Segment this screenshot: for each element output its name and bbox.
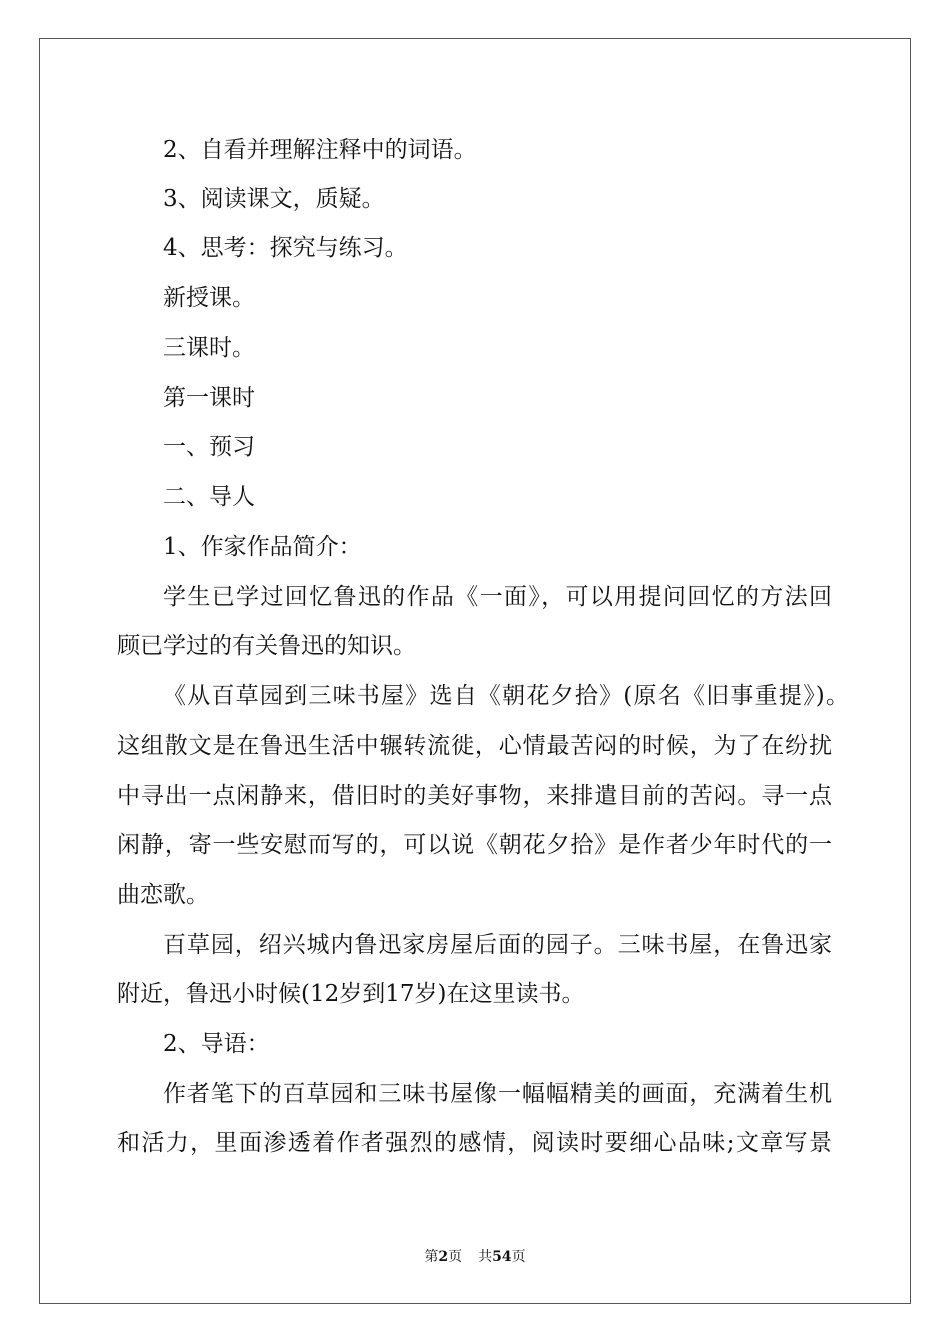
text-line-11: 顾已学过的有关鲁迅的知识。 [117,633,416,659]
text-line-9: 1、作家作品简介： [163,534,362,560]
total-pages: 54 [492,1249,512,1265]
text-line-6: 第一课时 [163,385,255,411]
total-suffix: 页 [511,1249,526,1265]
text-line-19: 2、导语： [163,1031,270,1057]
page-footer [0,1248,950,1266]
text-line-21: 和活力，里面渗透着作者强烈的感情，阅读时要细心品味;文章写景 [117,1130,832,1156]
total-prefix: 共 [478,1249,493,1265]
text-line-13: 这组散文是在鲁迅生活中辗转流徙，心情最苦闷的时候，为了在纷扰 [117,733,832,759]
text-line-1: 2、自看并理解注释中的词语。 [163,137,477,163]
text-line-18: 附近，鲁迅小时候(12岁到17岁)在这里读书。 [117,981,585,1007]
text-line-15: 闲静，寄一些安慰而写的，可以说《朝花夕拾》是作者少年时代的一 [117,832,832,858]
text-line-14: 中寻出一点闲静来，借旧时的美好事物，来排遣目前的苦闷。寻一点 [117,783,832,809]
text-line-20: 作者笔下的百草园和三味书屋像一幅幅精美的画面，充满着生机 [163,1081,832,1107]
text-line-7: 一、预习 [163,434,255,460]
text-line-17: 百草园，绍兴城内鲁迅家房屋后面的园子。三味书屋，在鲁迅家 [163,932,832,958]
text-line-2: 3、阅读课文，质疑。 [163,186,385,212]
text-line-10: 学生已学过回忆鲁迅的作品《一面》，可以用提问回忆的方法回 [163,584,832,610]
page-prefix: 第 [424,1249,439,1265]
page-number: 2 [438,1249,449,1265]
text-line-3: 4、思考：探究与练习。 [163,235,408,261]
page-suffix: 页 [448,1249,463,1265]
text-line-4: 新授课。 [163,285,255,311]
text-line-5: 三课时。 [163,335,255,361]
text-line-16: 曲恋歌。 [117,882,209,908]
text-line-12: 《从百草园到三味书屋》选自《朝花夕拾》(原名《旧事重提》)。 [163,683,849,709]
page-border [39,38,911,1304]
text-line-8: 二、导人 [163,484,255,510]
